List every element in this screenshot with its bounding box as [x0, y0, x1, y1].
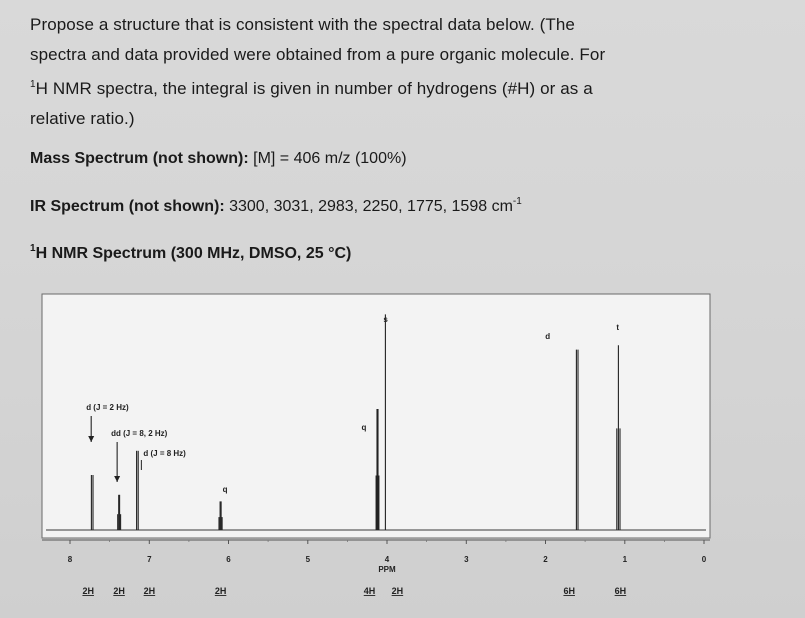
nmr-heading-sup: 1: [30, 243, 36, 254]
x-tick-label-4: 4: [384, 555, 390, 564]
x-tick-label-2: 6: [226, 555, 231, 564]
x-tick-label-5: 3: [464, 555, 469, 564]
x-tick-label-0: 8: [67, 555, 73, 564]
intro-line-1: Propose a structure that is consistent with the spectral data below. (The: [30, 15, 575, 34]
mass-label: Mass Spectrum (not shown):: [30, 150, 249, 167]
mass-value: [M] = 406 m/z (100%): [253, 150, 407, 167]
intro-line-3-text: H NMR spectra, the integral is given in number of hydrogens (#H) or as a: [35, 79, 593, 98]
integral-label-3: 2H: [214, 586, 227, 596]
integral-label-7: 6H: [614, 586, 627, 596]
integral-label-0: 2H: [82, 586, 94, 596]
multiplicity-label-4: q: [361, 423, 367, 432]
multiplicity-label-0: d (J = 2 Hz): [86, 403, 129, 412]
multiplicity-label-3: q: [222, 485, 228, 494]
x-tick-label-7: 1: [622, 555, 628, 564]
integral-label-4: 4H: [363, 586, 376, 596]
ir-value: 3300, 3031, 2983, 2250, 1775, 1598 cm: [229, 198, 513, 215]
x-tick-label-1: 7: [147, 555, 152, 564]
x-tick-label-3: 5: [305, 555, 311, 564]
intro-line-2: spectra and data provided were obtained from a pure organic molecule. For: [30, 45, 606, 64]
nmr-spectrum-svg: [40, 292, 712, 604]
integral-label-6: 6H: [563, 586, 575, 596]
integral-label-5: 2H: [391, 586, 404, 596]
x-tick-label-6: 2: [543, 555, 548, 564]
nmr-heading: [30, 243, 351, 263]
x-tick-label-8: 0: [701, 555, 707, 564]
nmr-spectrum-chart: [40, 292, 712, 604]
multiplicity-label-5: s: [383, 315, 388, 324]
intro-line-3: [30, 70, 730, 104]
x-axis-label: PPM: [378, 565, 396, 574]
ir-label: IR Spectrum (not shown):: [30, 198, 225, 215]
intro-line-4: relative ratio.): [30, 109, 135, 128]
multiplicity-label-2: d (J = 8 Hz): [143, 449, 186, 458]
multiplicity-label-1: dd (J = 8, 2 Hz): [111, 429, 168, 438]
multiplicity-label-6: d: [545, 332, 551, 341]
multiplicity-label-7: t: [616, 323, 620, 332]
ir-unit-sup: -1: [512, 196, 522, 207]
problem-statement: [30, 10, 730, 134]
mass-spectrum-line: [30, 150, 407, 168]
integral-label-1: 2H: [113, 586, 125, 596]
integral-label-2: 2H: [143, 586, 156, 596]
nmr-heading-text: H NMR Spectrum (300 MHz, DMSO, 25 °C): [35, 245, 352, 262]
intro-sup: 1: [30, 79, 36, 90]
ir-spectrum-line: [30, 196, 522, 216]
